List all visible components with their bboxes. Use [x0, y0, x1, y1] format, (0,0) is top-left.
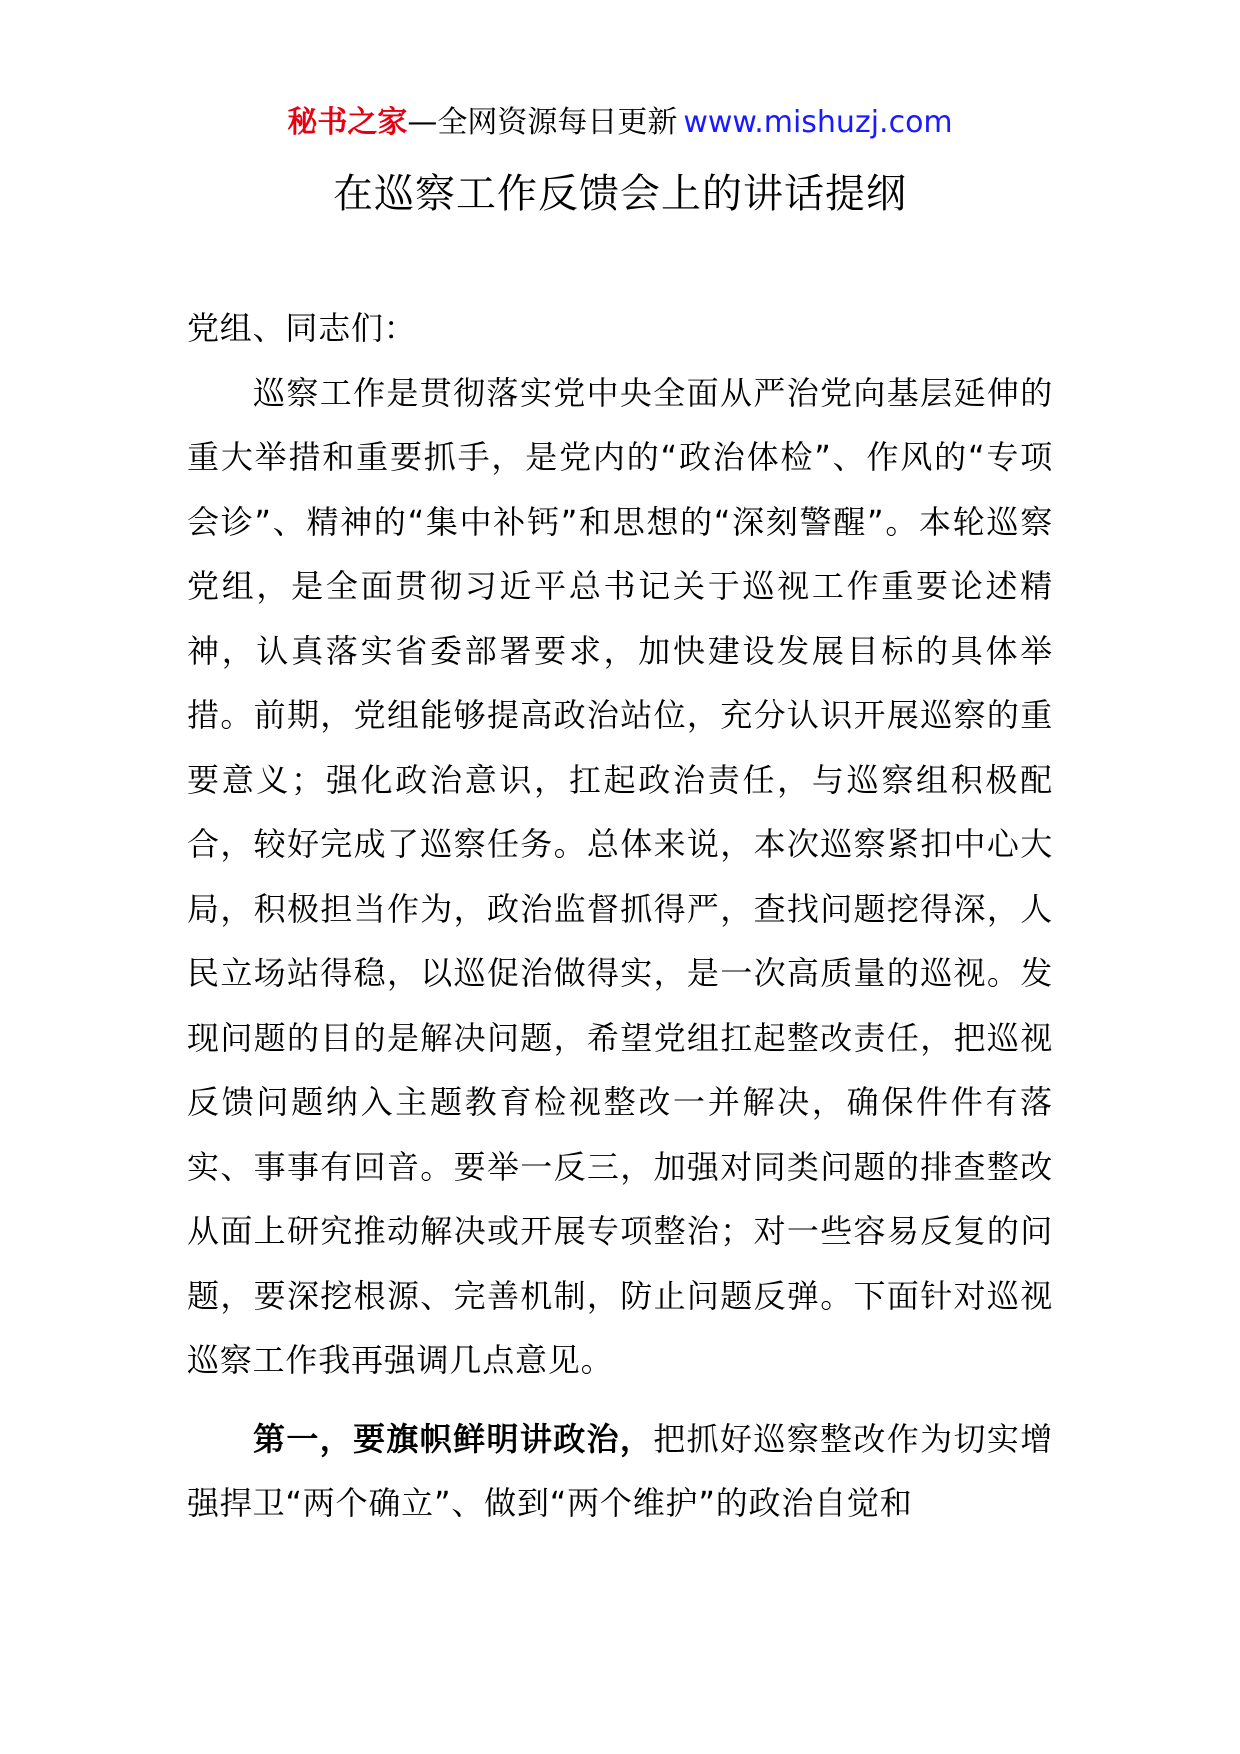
brand-name: 秘书之家 — [287, 105, 408, 140]
header-tagline: —全网资源每日更新 — [407, 105, 678, 140]
document-title: 在巡察工作反馈会上的讲话提纲 — [333, 171, 907, 217]
salutation: 党组、同志们： — [187, 309, 417, 347]
paragraph-1: 巡察工作是贯彻落实党中央全面从严治党向基层延伸的重大举措和重要抓手，是党内的“政治体检”、作风的“专项会诊”、精神的“集中补钙”和思想的“深刻警醒”。本轮巡察党组，是全面贯彻习近平总书记关于巡视工作重要论述精神，认真落实省委部署要求，加快建设发展目标的具体举措。前期，党组能够提高政治站位，充分认识开展巡察的重要意义；强化政治意识，扛起政治责任，与巡察组积极配合，较好完成了巡察任务。总体来说，本次巡察紧扣中心大局，积极担当作为，政治监督抓得严，查找问题挖得深，人民立场站得稳，以巡促治做得实，是一次高质量的巡视。发现问题的目的是解决问题，希望党组扛起整改责任，把巡视反馈问题纳入主题教育检视整改一并解决，确保件件有落实、事事有回音。要举一反三，加强对同类问题的排查整改从面上研究推动解决或开展专项整治；对一些容易反复的问题，要深挖根源、完善机制，防止问题反弹。下面针对巡视巡察工作我再强调几点意见。 — [187, 373, 1053, 1379]
site-url-link[interactable]: www.mishuzj.com — [683, 105, 953, 140]
document-body — [187, 296, 1053, 1536]
watermark-header — [0, 100, 1240, 146]
paragraph-2-text: 把抓好巡察整改作为切实增强捍卫“两个确立”、做到“两个维护”的政治自觉和 — [187, 1419, 1053, 1522]
paragraph-2 — [187, 1407, 1053, 1536]
paragraph-2-lead: 第一，要旗帜鲜明讲政治， — [253, 1419, 654, 1458]
